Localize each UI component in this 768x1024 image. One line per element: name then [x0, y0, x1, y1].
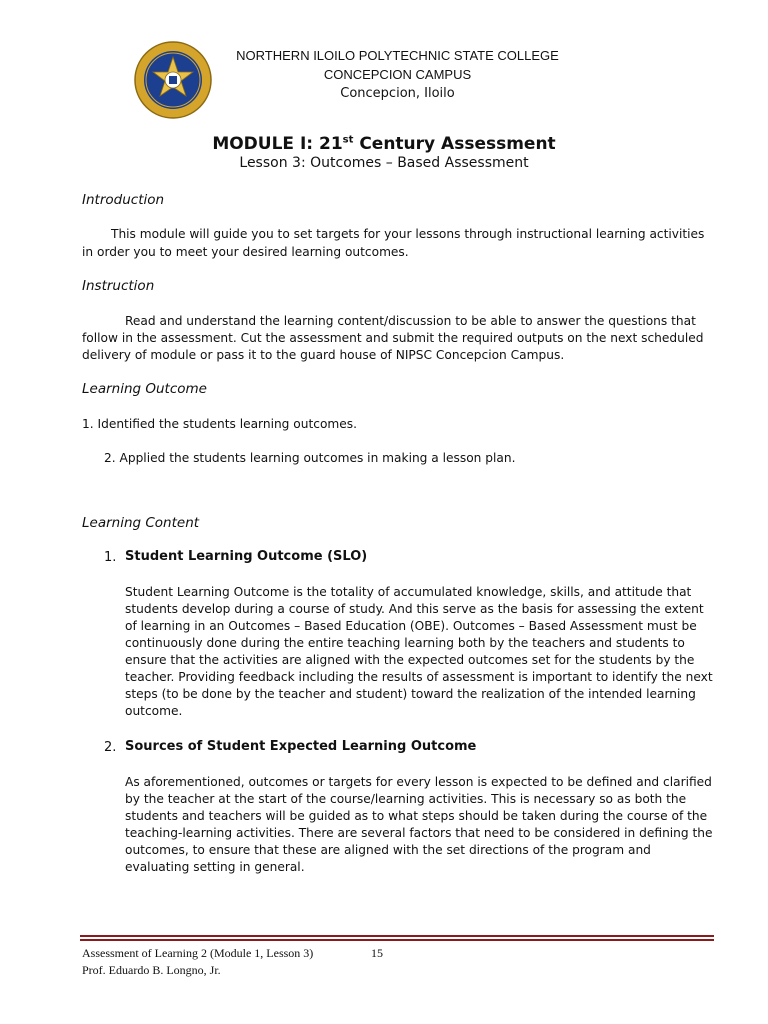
footer-course: Assessment of Learning 2 (Module 1, Lesson 3): [82, 946, 314, 960]
section-2-title: Sources of Student Expected Learning Outcome: [125, 739, 477, 754]
campus-location: Concepcion, Iloilo: [340, 86, 455, 101]
section-1-line: Student Learning Outcome is the totality of accumulated knowledge, skills, and attitude that: [125, 585, 692, 599]
learning-outcome-item-2: 2. Applied the students learning outcomes in making a lesson plan.: [104, 451, 516, 465]
introduction-heading: Introduction: [82, 192, 165, 208]
footer-author: Prof. Eduardo B. Longno, Jr.: [82, 963, 221, 977]
footer-rule-line: [80, 939, 714, 941]
section-2-paragraph: [125, 774, 713, 876]
section-1-line: steps (to be done by the teacher and student) toward the realization of the intended learning: [125, 687, 696, 701]
footer-rule-line: [80, 935, 714, 937]
section-2-line: outcomes, to ensure that these are aligned with the set directions of the program and: [125, 843, 651, 857]
institution-header: [210, 46, 585, 103]
learning-outcome-heading: Learning Outcome: [82, 381, 207, 397]
section-2-line: by the teacher at the start of the course/learning activities. This is necessary so as both the: [125, 792, 687, 806]
module-title-end: Century Assessment: [353, 134, 556, 154]
section-2-line: As aforementioned, outcomes or targets for every lesson is expected to be defined and clarified: [125, 775, 712, 789]
introduction-line-1: This module will guide you to set targets for your lessons through instructional learning activities: [111, 227, 705, 241]
section-2-line: teaching-learning activities. There are several factors that need to be considered in defining the: [125, 826, 713, 840]
instruction-line-3: delivery of module or pass it to the guard house of NIPSC Concepcion Campus.: [82, 348, 565, 362]
footer-page-number: 15: [371, 946, 383, 960]
section-1-number: 1.: [104, 550, 117, 565]
instruction-line-1: Read and understand the learning content/discussion to be able to answer the questions that: [125, 314, 696, 328]
section-1-line: of learning in an Outcomes – Based Education (OBE). Outcomes – Based Assessment must be: [125, 619, 697, 633]
instruction-heading: Instruction: [82, 278, 155, 294]
section-2-number: 2.: [104, 740, 117, 755]
section-1-paragraph: [125, 584, 713, 720]
module-title-sup: st: [342, 134, 354, 146]
section-1-line: ensure that the activities are aligned with the expected outcomes set for the students by the: [125, 653, 695, 667]
section-2-line: evaluating setting in general.: [125, 860, 305, 874]
section-1-title: Student Learning Outcome (SLO): [125, 549, 368, 564]
section-1-line: students develop during a course of study. And this serve as the basis for assessing the extent: [125, 602, 704, 616]
section-1-line: continuously done during the entire teaching learning both by the teachers and students to: [125, 636, 685, 650]
institution-name: NORTHERN ILOILO POLYTECHNIC STATE COLLEGE: [236, 48, 559, 63]
lesson-title: Lesson 3: Outcomes – Based Assessment: [239, 155, 529, 171]
module-title: [0, 134, 768, 154]
section-1-line: teacher. Providing feedback including the results of assessment is important to identify the next: [125, 670, 713, 684]
module-title-main: MODULE I: 21: [212, 134, 343, 154]
learning-outcome-item-1: 1. Identified the students learning outcomes.: [82, 417, 357, 431]
introduction-line-2: in order you to meet your desired learning outcomes.: [82, 245, 409, 259]
campus-name: CONCEPCION CAMPUS: [323, 67, 472, 82]
section-2-line: students and teachers will be guided as to what steps should be taken during the course of the: [125, 809, 708, 823]
college-seal-logo: [133, 40, 213, 120]
footer-rule: [80, 935, 714, 943]
learning-content-heading: Learning Content: [82, 515, 200, 531]
instruction-line-2: follow in the assessment. Cut the assessment and submit the required outputs on the next scheduled: [82, 331, 704, 345]
section-1-line: outcome.: [125, 704, 183, 718]
